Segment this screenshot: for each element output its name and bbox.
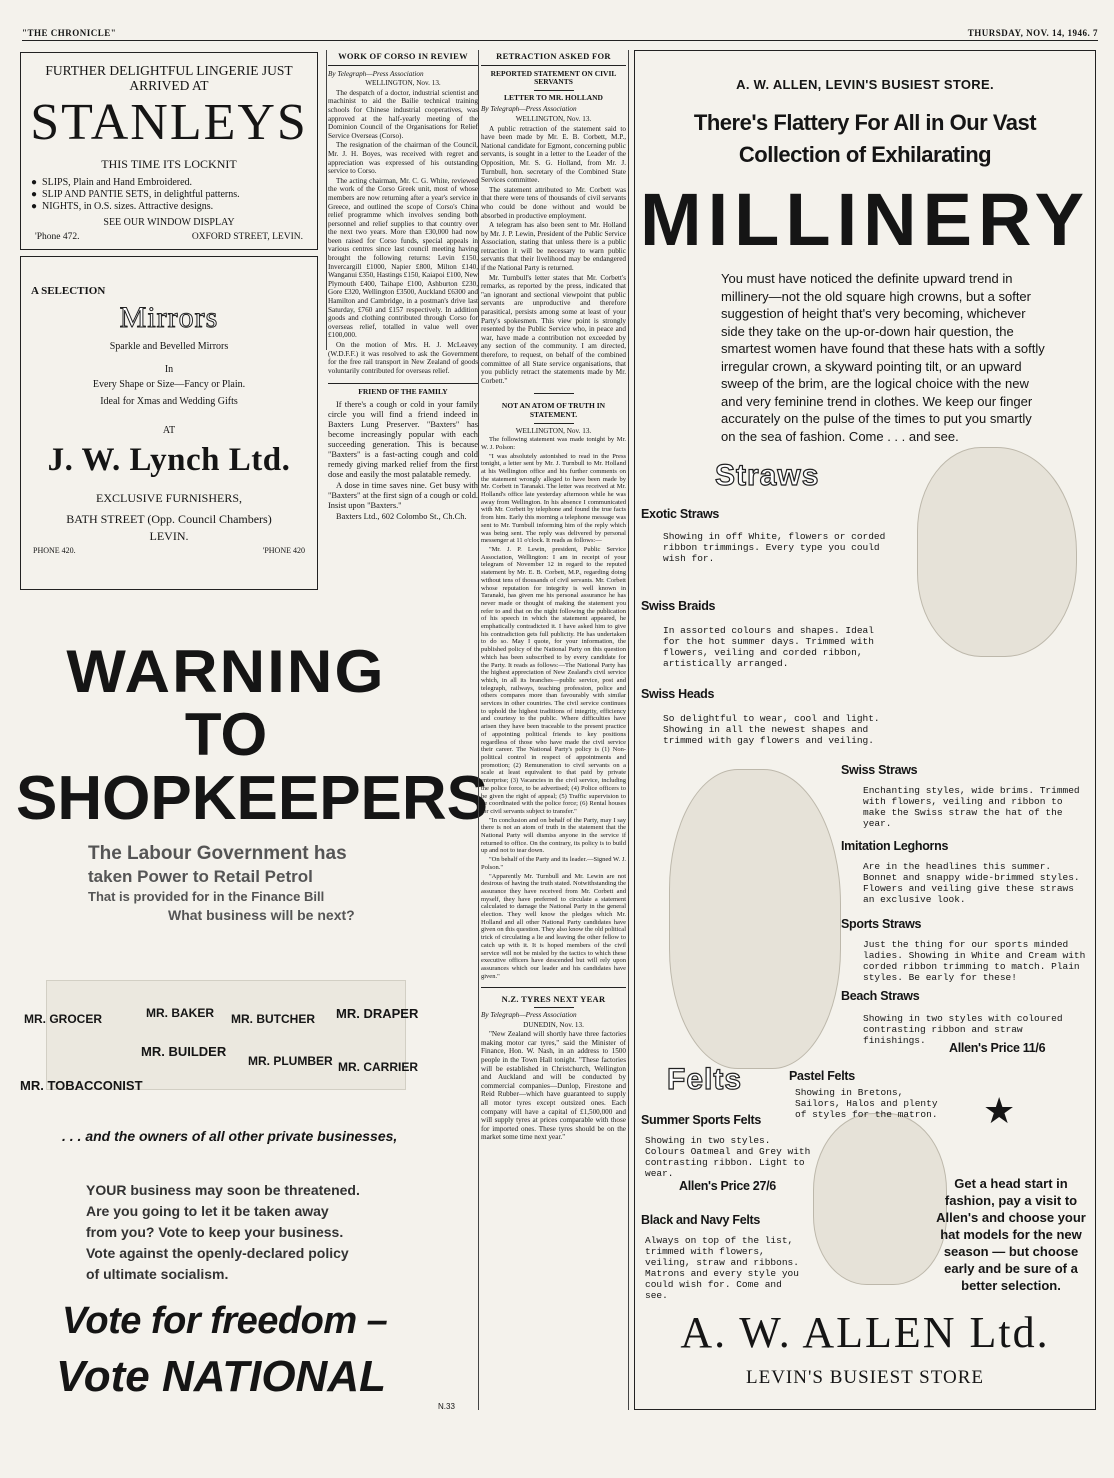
truth-dateline: WELLINGTON, Nov. 13. bbox=[515, 426, 592, 435]
swiss-straws bbox=[841, 763, 1087, 829]
allen-headstart: Get a head start in fashion, pay a visit to Allen's and choose your hat models for the new season — but choose early and be sure of a better selection. bbox=[936, 1176, 1086, 1293]
exotic-desc: Showing in off White, flowers or corded ribbon trimmings. Every type you could wish for. bbox=[663, 531, 886, 564]
heads-title: Swiss Heads bbox=[641, 687, 715, 701]
threat-line2: Are you going to let it be taken away bbox=[86, 1203, 329, 1219]
shop-plumber: MR. PLUMBER bbox=[248, 1054, 333, 1068]
lynch-in: In bbox=[164, 364, 174, 375]
summer-title: Summer Sports Felts bbox=[641, 1113, 762, 1127]
warning-line3: SHOPKEEPERS bbox=[16, 764, 489, 833]
threat-line4: Vote against the openly-declared policy bbox=[86, 1245, 349, 1261]
swiss-braids bbox=[641, 599, 885, 669]
stanleys-item: ● SLIP AND PANTIE SETS, in delightful patterns. bbox=[31, 189, 240, 200]
threat-line5: of ultimate socialism. bbox=[86, 1266, 229, 1282]
hat-illustration-middle bbox=[669, 769, 841, 1069]
truth-para: "Apparently Mr. Turnbull and Mr. Lewin are not desirous of having the truth stated. Notwithstanding the assurance they have received from Mr. Corbett and myself, they have preferred to circulate a statement calculated to damage the National Party in the general election. They well know the pledges which Mr. Holland and all other National Party candidates have given on this question. They also know the old political trick of circulating a lie and leaving the other fellow to catch up with it. It is hoped members of the civil service will not be misled by the tactics to which these executive officers have descended but will rely upon assurances which our leader and his candidates have given." bbox=[481, 872, 626, 980]
corso-dateline: WELLINGTON, Nov. 13. bbox=[365, 79, 441, 88]
braids-desc: In assorted colours and shapes. Ideal for the hot summer days. Trimmed with flowers, veiling and corded ribbon, artistically arranged. bbox=[663, 625, 874, 669]
warning-threat bbox=[86, 1180, 360, 1285]
beach-desc: Showing in two styles with coloured contrasting ribbon and straw finishings. bbox=[863, 1013, 1063, 1046]
warning-code: N.33 bbox=[438, 1402, 455, 1411]
vote-line2: Vote NATIONAL bbox=[56, 1352, 386, 1401]
news-column bbox=[481, 50, 626, 1410]
retraction-para: A public retraction of the statement said to have been made by Mr. E. B. Corbett, M.P., National candidate for Egmont, concerning public servants, is sought in a letter to the Leader of the Opposition, Mr. S. G. Holland, from Mr. J. Turnbull, hon. secretary of the Combined State Services committee. bbox=[481, 124, 626, 185]
allen-head1: There's Flattery For All in Our Vast bbox=[693, 110, 1037, 135]
threat-line3: from you? Vote to keep your business. bbox=[86, 1224, 344, 1240]
lynch-ideal: Ideal for Xmas and Wedding Gifts bbox=[100, 396, 238, 407]
legh-desc: Are in the headlines this summer. Bonnet and snappy wide-brimmed styles. Flowers and veiling give these straws an exclusive look. bbox=[863, 861, 1080, 905]
warning-sub4: What business will be next? bbox=[168, 907, 355, 923]
family-para: Baxters Ltd., 602 Colombo St., Ch.Ch. bbox=[336, 511, 467, 521]
pastel-title: Pastel Felts bbox=[789, 1069, 855, 1083]
star-icon: ★ bbox=[983, 1091, 1016, 1131]
allen-millinery: MILLINERY bbox=[639, 178, 1090, 261]
corso-para: The acting chairman, Mr. C. G. White, reviewed the work of the Corso Greek unit, most of whose members are now returning after a year's service in Greece, and outlined the scope of Corso's China relief programme which involves sending both personnel and relief supplies to that country over the next two years. More than £30,000 had now been raised for Corso funds, special appeals in various centres since last council meeting having brought the following returns: Levin £150, Invercargill £1000, Napier £800, Milton £140, Wanganui £350, Hastings £150, Kaiapoi £100, New Plymouth £400, Taihape £100, Ashburton £230, Gore £320, Wellington £3500, Auckland £6300 and Hamilton and Cambridge, in a postman's drive last Saturday, £760 and £157 respectively. In addition goods and clothing contributed through Corso for overseas relief, totalled in value well over £100,000. bbox=[328, 176, 478, 340]
shop-carrier: MR. CARRIER bbox=[338, 1060, 418, 1074]
braids-title: Swiss Braids bbox=[641, 599, 716, 613]
shop-draper: MR. DRAPER bbox=[336, 1006, 419, 1021]
threat-line1: YOUR business may soon be threatened. bbox=[86, 1182, 360, 1198]
sstraws-desc: Enchanting styles, wide brims. Trimmed with flowers, veiling and ribbon to make the Swiss straw the hat of the year. bbox=[863, 785, 1080, 829]
allen-tagline: LEVIN'S BUSIEST STORE bbox=[745, 1367, 985, 1388]
heads-desc: So delightful to wear, cool and light. Showing in all the newest shapes and trimmed with gay flowers and veiling. bbox=[663, 713, 880, 746]
issue-date: THURSDAY, NOV. 14, 1946. 7 bbox=[967, 28, 1098, 38]
stanleys-phone: 'Phone 472. bbox=[35, 232, 80, 242]
truth-para: The following statement was made tonight by Mr. W. J. Polson: bbox=[481, 436, 626, 451]
corso-para: The resignation of the chairman of the Council, Mr. J. H. Boyes, was received with regret and appreciation was expressed of his outstanding service to Corso. bbox=[328, 141, 478, 176]
summer-desc: Showing in two styles. Colours Oatmeal and Grey with contrasting ribbon. Light to wear. bbox=[645, 1135, 811, 1179]
hat-illustration-top bbox=[917, 447, 1077, 657]
warning-sub3: That is provided for in the Finance Bill bbox=[88, 889, 325, 904]
lynch-town: LEVIN. bbox=[149, 529, 189, 543]
truth-para: "I was absolutely astonished to read in the Press tonight, a letter sent by Mr. J. Turnbull to Mr. Holland at his Wellington office and his further comments on the statement wrongly alleged to have been made by Mr. Corbett in Taranaki. The letter was received at Mr. Holland's office late yesterday afternoon while he was away from Wellington. In his absence I communicated with Mr. Corbett by telephone and found the true facts from him. Early this morning a telephone message was sent to Mr. Turnbull informing him of the reply which was being sent. The reply was delivered by personal messenger at 11 o'clock. It reads as follows:— bbox=[481, 452, 626, 545]
corso-column bbox=[328, 50, 478, 630]
lynch-sparkle: Sparkle and Bevelled Mirrors bbox=[109, 341, 229, 352]
rule bbox=[328, 383, 478, 384]
corso-title: WORK OF CORSO IN REVIEW bbox=[338, 51, 468, 61]
allen-ad bbox=[634, 50, 1096, 1410]
navy-desc: Always on top of the list, trimmed with flowers, veiling, straw and ribbons. Matrons and every style you could wish for. Come and see. bbox=[645, 1235, 799, 1301]
stanleys-name: STANLEYS bbox=[30, 94, 308, 151]
retraction-para: A telegram has also been sent to Mr. Holland by Mr. J. P. Lewin, President of the Public Service Association, stating that unless there is a public retraction it will be necessary to warn public servants that their livelihood may be endangered if the National Party is returned. bbox=[481, 221, 626, 273]
retraction-para: Mr. Turnbull's letter states that Mr. Corbett's remarks, as reported by the press, indicated that "an ignorant and sectional viewpoint that public servants are unproductive and therefore parasitical, persists among some at least of your Party's spokesmen. This view point is strongly resented by the Public Service who, in peace and war, have made a contribution not exceeded by any section of the community. I am directed, therefore, to request, on behalf of the combined committee of all State service organisations, that you publicly retract the statements made by Mr. Corbett." bbox=[481, 273, 626, 385]
warning-line2: TO bbox=[184, 701, 268, 768]
stanleys-item: ● NIGHTS, in O.S. sizes. Attractive designs. bbox=[31, 201, 214, 212]
truth-title: NOT AN ATOM OF TRUTH IN STATEMENT. bbox=[501, 401, 606, 419]
tyres-title: N.Z. TYRES NEXT YEAR bbox=[501, 994, 606, 1005]
stanleys-window: SEE OUR WINDOW DISPLAY bbox=[103, 217, 235, 228]
warning-sub2: taken Power to Retail Petrol bbox=[88, 867, 313, 886]
shops-illustration bbox=[16, 976, 436, 1098]
corso-para: On the motion of Mrs. H. J. McLeavey (W.D.F.F.) it was resolved to ask the Government for the free rail transport in New Zealand of goods voluntarily contributed for overseas relief. bbox=[328, 341, 478, 375]
stanleys-items bbox=[31, 177, 317, 213]
newspaper-name: "THE CHRONICLE" bbox=[22, 28, 117, 38]
warning-sub1: The Labour Government has bbox=[88, 843, 347, 864]
family-title: FRIEND OF THE FAMILY bbox=[358, 387, 448, 397]
rule bbox=[534, 393, 574, 394]
stanleys-headline: FURTHER DELIGHTFUL LINGERIE JUST ARRIVED AT bbox=[45, 63, 293, 93]
stanleys-item: ● SLIPS, Plain and Hand Embroidered. bbox=[31, 177, 193, 188]
exotic-straws bbox=[641, 507, 903, 564]
sports-desc: Just the thing for our sports minded ladies. Showing in White and Cream with corded ribbon trimming to match. Plain styles. Be early for these! bbox=[863, 939, 1086, 983]
beach-title: Beach Straws bbox=[841, 989, 920, 1003]
allen-price-straws: Allen's Price 11/6 bbox=[949, 1041, 1046, 1055]
exotic-title: Exotic Straws bbox=[641, 507, 720, 521]
lynch-name: J. W. Lynch Ltd. bbox=[47, 442, 291, 478]
truth-para: "On behalf of the Party and its leader.—Signed W. J. Polson." bbox=[481, 856, 626, 871]
hat-illustration-bottom bbox=[813, 1113, 947, 1285]
warning-line1: WARNING bbox=[66, 638, 386, 705]
rule bbox=[328, 65, 478, 66]
lynch-selection: A SELECTION bbox=[31, 285, 106, 297]
lynch-phones bbox=[21, 546, 317, 555]
shop-builder: MR. BUILDER bbox=[141, 1044, 227, 1059]
truth-para: "In conclusion and on behalf of the Party, may I say there is not an atom of truth in the statement that the National Party will dismiss anyone in the service if returned to office. On the contrary, its policy is to build up and not to tear down. bbox=[481, 816, 626, 855]
pastel-desc: Showing in Bretons, Sailors, Halos and plenty of styles for the matron. bbox=[795, 1087, 938, 1120]
header-rule bbox=[22, 40, 1098, 41]
family-body bbox=[328, 400, 478, 522]
tyres-byline: By Telegraph—Press Association bbox=[481, 1010, 577, 1019]
lynch-at: AT bbox=[162, 425, 176, 436]
rule bbox=[481, 65, 626, 66]
retraction-para: The statement attributed to Mr. Corbett was that there were tens of thousands of civil servants who could be done without and would be absorbed in productive employment. bbox=[481, 185, 626, 220]
retraction-dateline: WELLINGTON, Nov. 13. bbox=[515, 114, 592, 123]
lynch-phone-left: PHONE 420. bbox=[33, 546, 76, 555]
stanleys-ad bbox=[20, 52, 318, 250]
corso-para: The despatch of a doctor, industrial scientist and machinist to aid the Bailie technical training schools for Chinese industrial cooperatives, was approved at the half-yearly meeting of the Dominion Council of the Organisations for Relief Service Overseas (Corso). bbox=[328, 88, 478, 140]
beach-straws bbox=[841, 989, 1087, 1046]
column-divider-right bbox=[628, 50, 629, 1410]
summer-felts bbox=[641, 1113, 811, 1179]
shop-grocer: MR. GROCER bbox=[24, 1012, 102, 1026]
allen-name: A. W. ALLEN Ltd. bbox=[680, 1308, 1050, 1357]
allen-top: A. W. ALLEN, LEVIN'S BUSIEST STORE. bbox=[736, 77, 994, 92]
retraction-sub2: LETTER TO MR. HOLLAND bbox=[504, 92, 603, 102]
tyres-dateline: DUNEDIN, Nov. 13. bbox=[523, 1020, 584, 1029]
shop-tobacconist: MR. TOBACCONIST bbox=[20, 1078, 143, 1093]
corso-byline: By Telegraph—Press Association bbox=[328, 69, 424, 78]
navy-felts bbox=[641, 1213, 809, 1301]
retraction-sub1: REPORTED STATEMENT ON CIVIL SERVANTS bbox=[490, 68, 617, 87]
warning-owners: . . . and the owners of all other private businesses, bbox=[62, 1128, 398, 1144]
sports-title: Sports Straws bbox=[841, 917, 922, 931]
lynch-street: BATH STREET (Opp. Council Chambers) bbox=[66, 512, 272, 526]
warning-subtext bbox=[88, 842, 436, 924]
pastel-felts bbox=[789, 1069, 941, 1120]
navy-title: Black and Navy Felts bbox=[641, 1213, 761, 1227]
stanleys-contact bbox=[21, 232, 317, 242]
truth-para: "Mr. J. P. Lewin, president, Public Service Association, Wellington: I am in receipt of your telegram of November 12 in regard to the reputed statement by Mr. E. B. Corbett, M.P., regarding doing without tens of thousands of civil servants. Mr. Corbett whose reputation for integrity is well known in Taranaki, has given me his personal assurance he has never made or thought of making the statement you refer to and that on the night following the publication of his speech in which the statement appeared, he emphatically contradicted it. I have asked him to give his contradiction gets full publicity. He has undertaken to do so. May I quote, for your information, the published policy of the National Party on this question which has been subscribed to by every candidate for the Party. It reads as follows:—The National Party has the highest appreciation of New Zealand's civil service which, in all its branches—public service, post and telegraph, railways, teaching profession, police and others compares more than favourably with similar services in other countries. The civil service continues to uphold the highest traditions of integrity, efficiency and courtesy to the public. Where difficulties have arisen they have been traceable to the present practice of appointing political friends to key positions regardless of those who have made the civil service their career. The National Party's policy is (1) Non-political control in respect of appointments and promotion; (2) Remuneration to civil servants on a scale at least equivalent to that paid by private enterprise; (3) Vacancies in the civil service, including the police force, to be advertised; (4) Police officers to be given the right of appeal; (5) Traffic supervision to be coordinated with the police force; (6) Rental houses for civil servants subject to transfer." bbox=[481, 546, 626, 815]
allen-head2: Collection of Exhilarating bbox=[738, 142, 992, 167]
allen-intro: You must have noticed the definite upward trend in millinery—not the old square high crowns, but a softer suggestion of height that's very becoming, whichever side they take on the up-or-down hair question, the smartest women have found that these hats with a softly irregular crown, a skyward pointing tilt, or an upward sweep of the brim, are the logical choice with the new and very feminine trend in clothes. We keep our finger accurately on the pulse of the times to put you smartly on the sea of fashion. Come . . . and see. bbox=[721, 271, 1045, 444]
retraction-byline: By Telegraph—Press Association bbox=[481, 105, 577, 114]
column-divider-middle bbox=[478, 50, 479, 1410]
imitation-leghorns bbox=[841, 839, 1087, 905]
sstraws-title: Swiss Straws bbox=[841, 763, 918, 777]
lynch-phone-right: 'PHONE 420 bbox=[262, 546, 305, 555]
rule bbox=[534, 90, 574, 91]
lynch-exclusive: EXCLUSIVE FURNISHERS, bbox=[95, 491, 242, 505]
rule bbox=[534, 1007, 574, 1008]
tyres-para: "New Zealand will shortly have three factories making motor car tyres," said the Minister of Finance, Hon. W. Nash, in an address to 1500 people in the Town Hall tonight. "These factories will be established in Christchurch, Wellington and Auckland and will be conducted by commercial companies—Dunlop, Firestone and Reid Rubber—which have guaranteed to supply all motor tyres except outsized ones. Each company will have a capital of £1,500,000 and will supply tyres at prices comparable with those for imported ones. These tyres should be on the market some time next year." bbox=[481, 1030, 626, 1142]
sports-straws bbox=[841, 917, 1087, 983]
lynch-mirrors: Mirrors bbox=[119, 301, 219, 334]
swiss-heads bbox=[641, 687, 911, 746]
shop-butcher: MR. BUTCHER bbox=[231, 1012, 315, 1026]
truth-body bbox=[481, 436, 626, 980]
retraction-title: RETRACTION ASKED FOR bbox=[496, 51, 611, 61]
stanleys-address: OXFORD STREET, LEVIN. bbox=[191, 232, 303, 242]
rule bbox=[481, 987, 626, 988]
warning-ad bbox=[16, 638, 489, 1411]
allen-straws-heading: Straws bbox=[715, 459, 820, 492]
lynch-every: Every Shape or Size—Fancy or Plain. bbox=[92, 379, 246, 390]
lynch-ad bbox=[20, 256, 318, 590]
family-para: A dose in time saves nine. Get busy with "Baxters" at the first sign of a cough or cold. Insist upon "Baxters." bbox=[328, 480, 478, 510]
family-para: If there's a cough or cold in your family circle you will find a friend indeed in Baxters Lung Preserver. "Baxters" has become increasingly popular with each succeeding generation. This is because "Baxters" is a fast-acting cough and cold remedy giving marked relief from the first dose and easily the most palatable remedy. bbox=[328, 399, 478, 479]
allen-felts-heading: Felts bbox=[667, 1063, 743, 1096]
shop-baker: MR. BAKER bbox=[146, 1006, 214, 1020]
legh-title: Imitation Leghorns bbox=[841, 839, 949, 853]
rule bbox=[534, 423, 574, 424]
vote-line1: Vote for freedom – bbox=[62, 1300, 388, 1342]
allen-price-felts: Allen's Price 27/6 bbox=[679, 1179, 776, 1193]
stanleys-subhead: THIS TIME ITS LOCKNIT bbox=[101, 157, 237, 171]
